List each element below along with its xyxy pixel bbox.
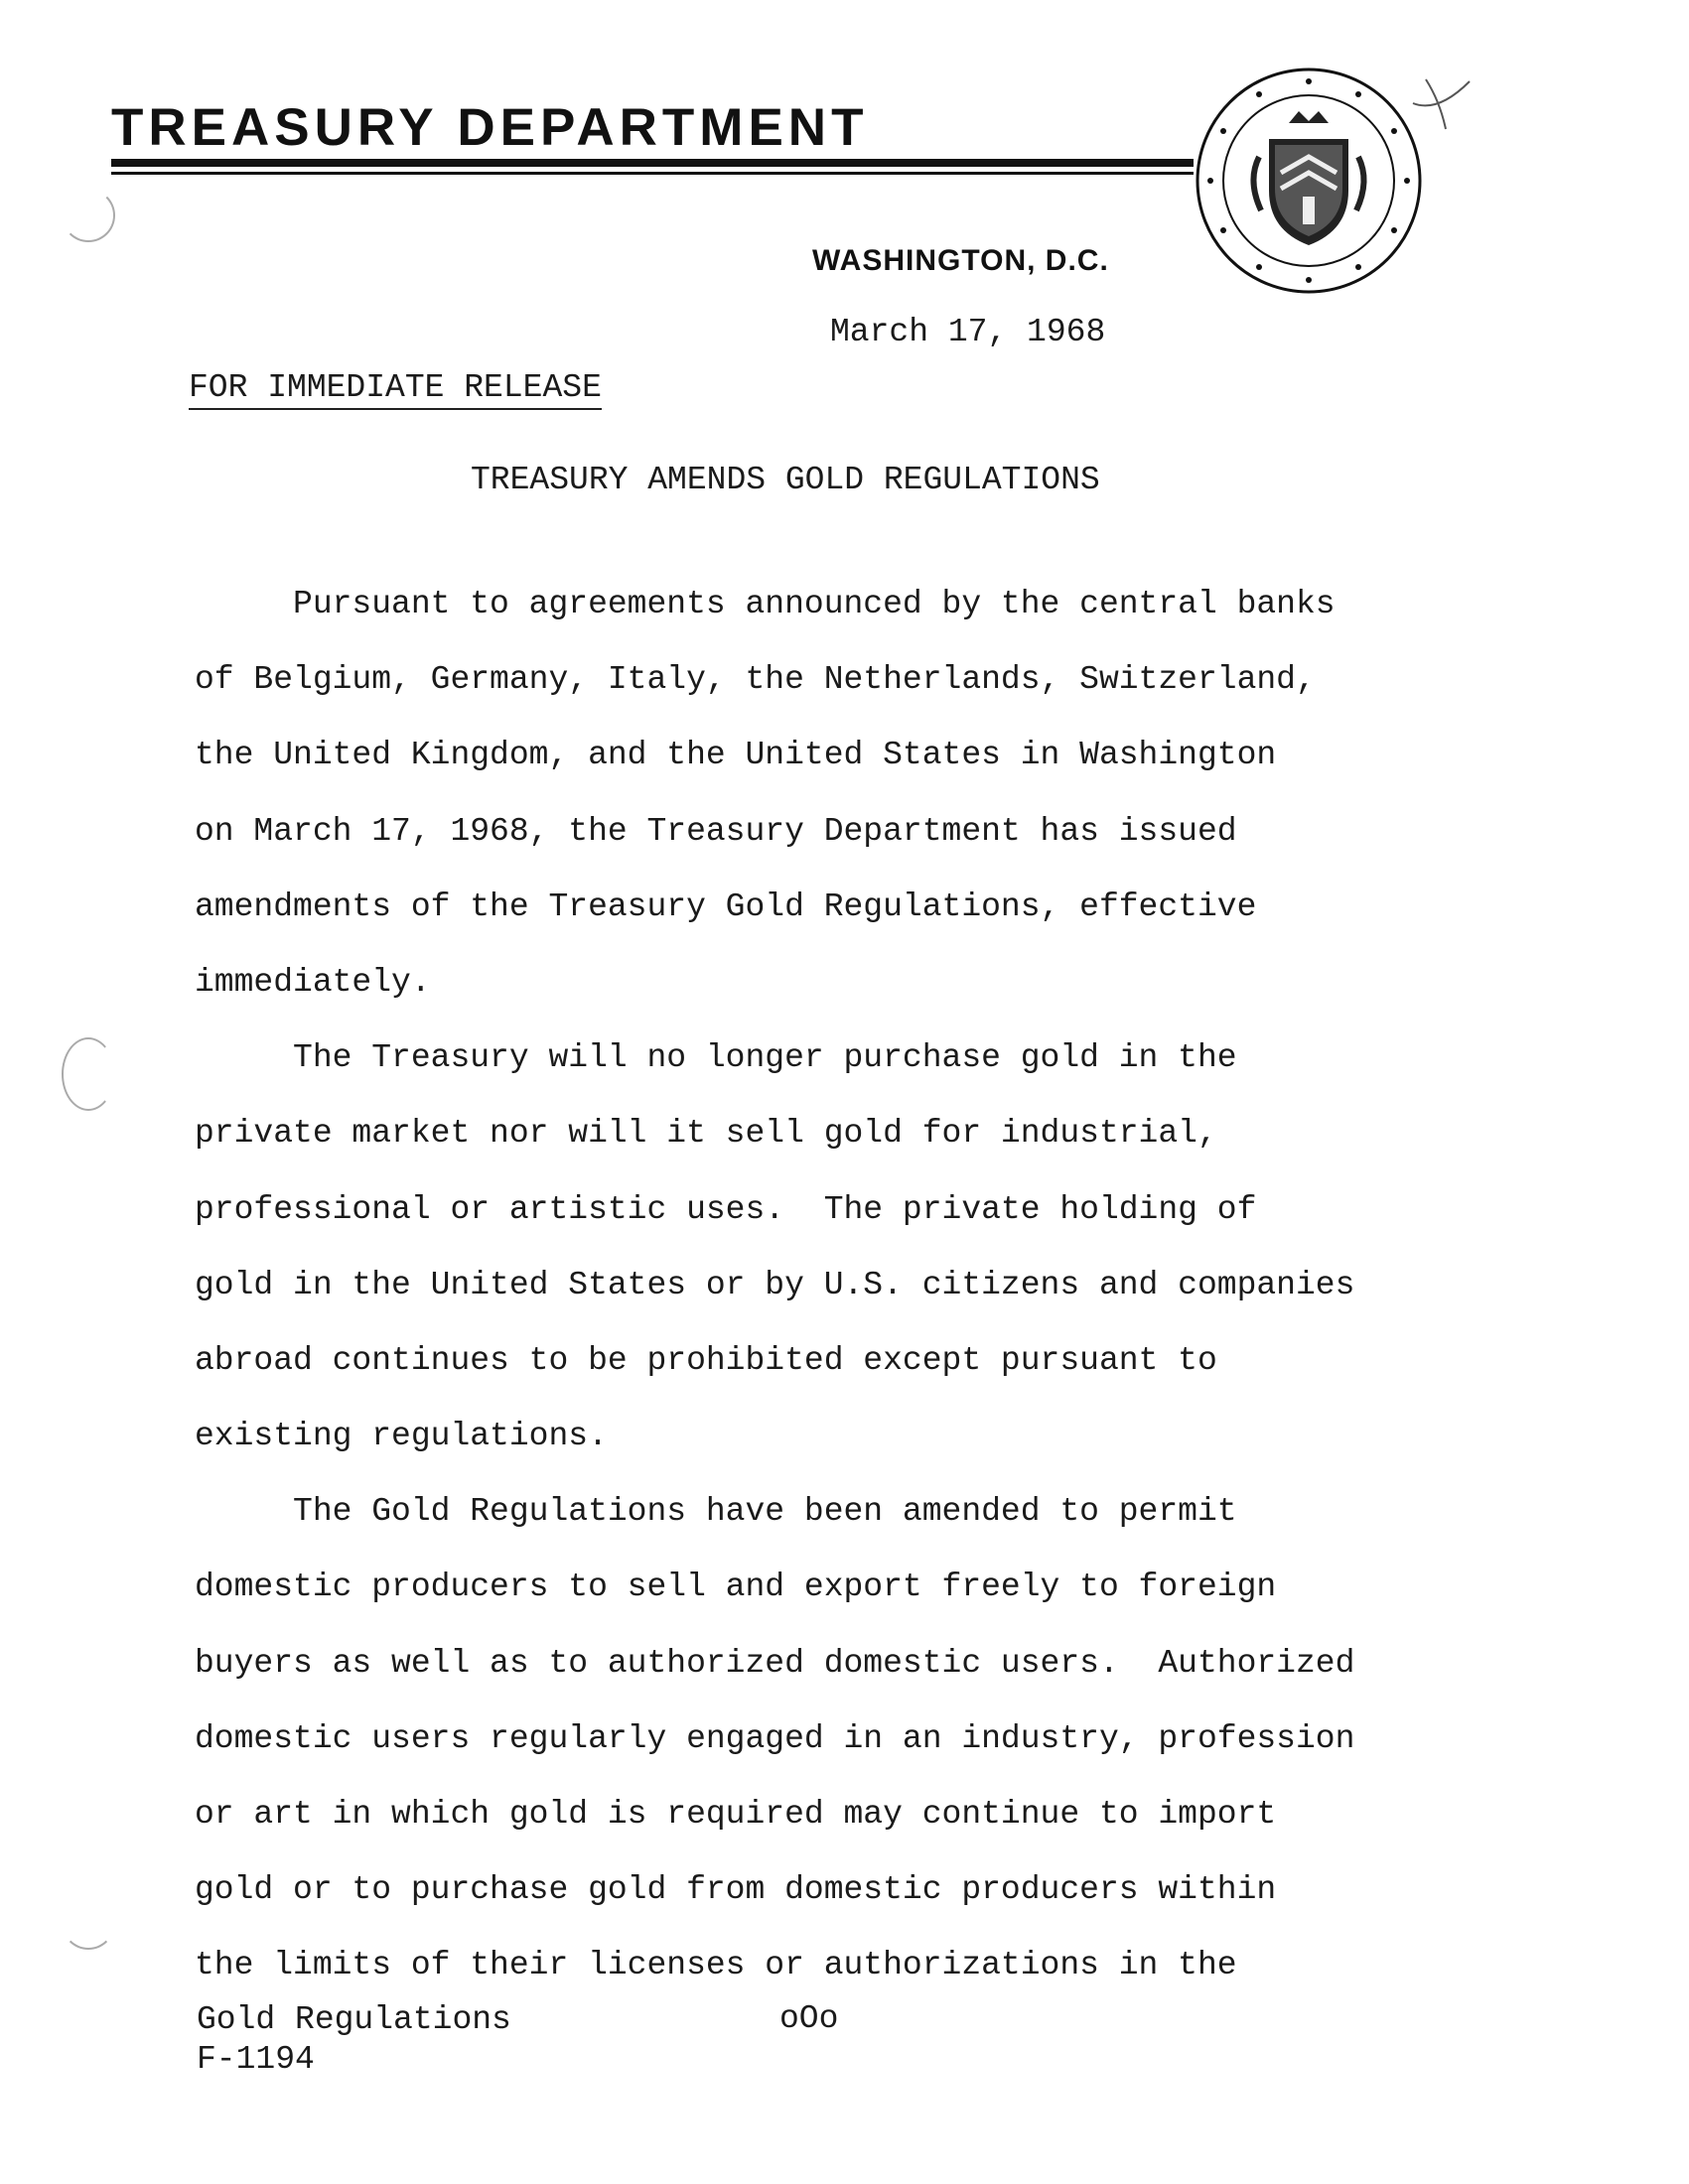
header-rule-thick bbox=[111, 159, 1194, 167]
body-line: gold or to purchase gold from domestic producers within bbox=[195, 1871, 1277, 1909]
binder-hole-mark bbox=[62, 1037, 115, 1111]
body-line: gold in the United States or by U.S. citizens and companies bbox=[195, 1266, 1355, 1303]
body-line: The Gold Regulations have been amended to permit bbox=[195, 1493, 1237, 1531]
treasury-seal-icon bbox=[1190, 62, 1428, 300]
body-line: of Belgium, Germany, Italy, the Netherlands, Switzerland, bbox=[195, 661, 1316, 699]
binder-hole-mark bbox=[62, 1896, 115, 1950]
body-line: or art in which gold is required may continue to import bbox=[195, 1796, 1277, 1833]
body-line: immediately. bbox=[195, 963, 431, 1001]
body-line: The Treasury will no longer purchase gold in the bbox=[195, 1039, 1237, 1077]
body-line: the United Kingdom, and the United States in Washington bbox=[195, 737, 1277, 774]
body-line: private market nor will it sell gold for industrial, bbox=[195, 1115, 1217, 1153]
headline: TREASURY AMENDS GOLD REGULATIONS bbox=[471, 462, 1100, 498]
body-line: domestic users regularly engaged in an industry, profession bbox=[195, 1719, 1355, 1757]
location-line: WASHINGTON, D.C. bbox=[812, 244, 1109, 277]
release-label: FOR IMMEDIATE RELEASE bbox=[189, 369, 602, 410]
body-line: domestic producers to sell and export freely to foreign bbox=[195, 1569, 1277, 1606]
body-line: on March 17, 1968, the Treasury Department has issued bbox=[195, 812, 1237, 850]
footer-title: Gold Regulations bbox=[197, 2001, 511, 2038]
footer-code: F-1194 bbox=[197, 2041, 315, 2078]
release-date: March 17, 1968 bbox=[830, 314, 1106, 350]
body-line: Pursuant to agreements announced by the central banks bbox=[195, 586, 1336, 622]
body-line: professional or artistic uses. The private holding of bbox=[195, 1190, 1257, 1228]
body-line: abroad continues to be prohibited except pursuant to bbox=[195, 1341, 1217, 1379]
body-line: existing regulations. bbox=[195, 1418, 608, 1455]
header-rule-thin bbox=[111, 172, 1194, 175]
body-text bbox=[195, 567, 1446, 2004]
footer-reference bbox=[197, 2000, 511, 2080]
body-line: the limits of their licenses or authorizations in the bbox=[195, 1947, 1237, 1984]
continuation-mark: oOo bbox=[779, 2000, 839, 2037]
binder-hole-mark bbox=[62, 189, 115, 242]
body-line: amendments of the Treasury Gold Regulations, effective bbox=[195, 887, 1257, 925]
body-line: buyers as well as to authorized domestic users. Authorized bbox=[195, 1644, 1355, 1682]
department-title: TREASURY DEPARTMENT bbox=[111, 98, 869, 157]
pen-check-mark bbox=[1408, 73, 1478, 133]
